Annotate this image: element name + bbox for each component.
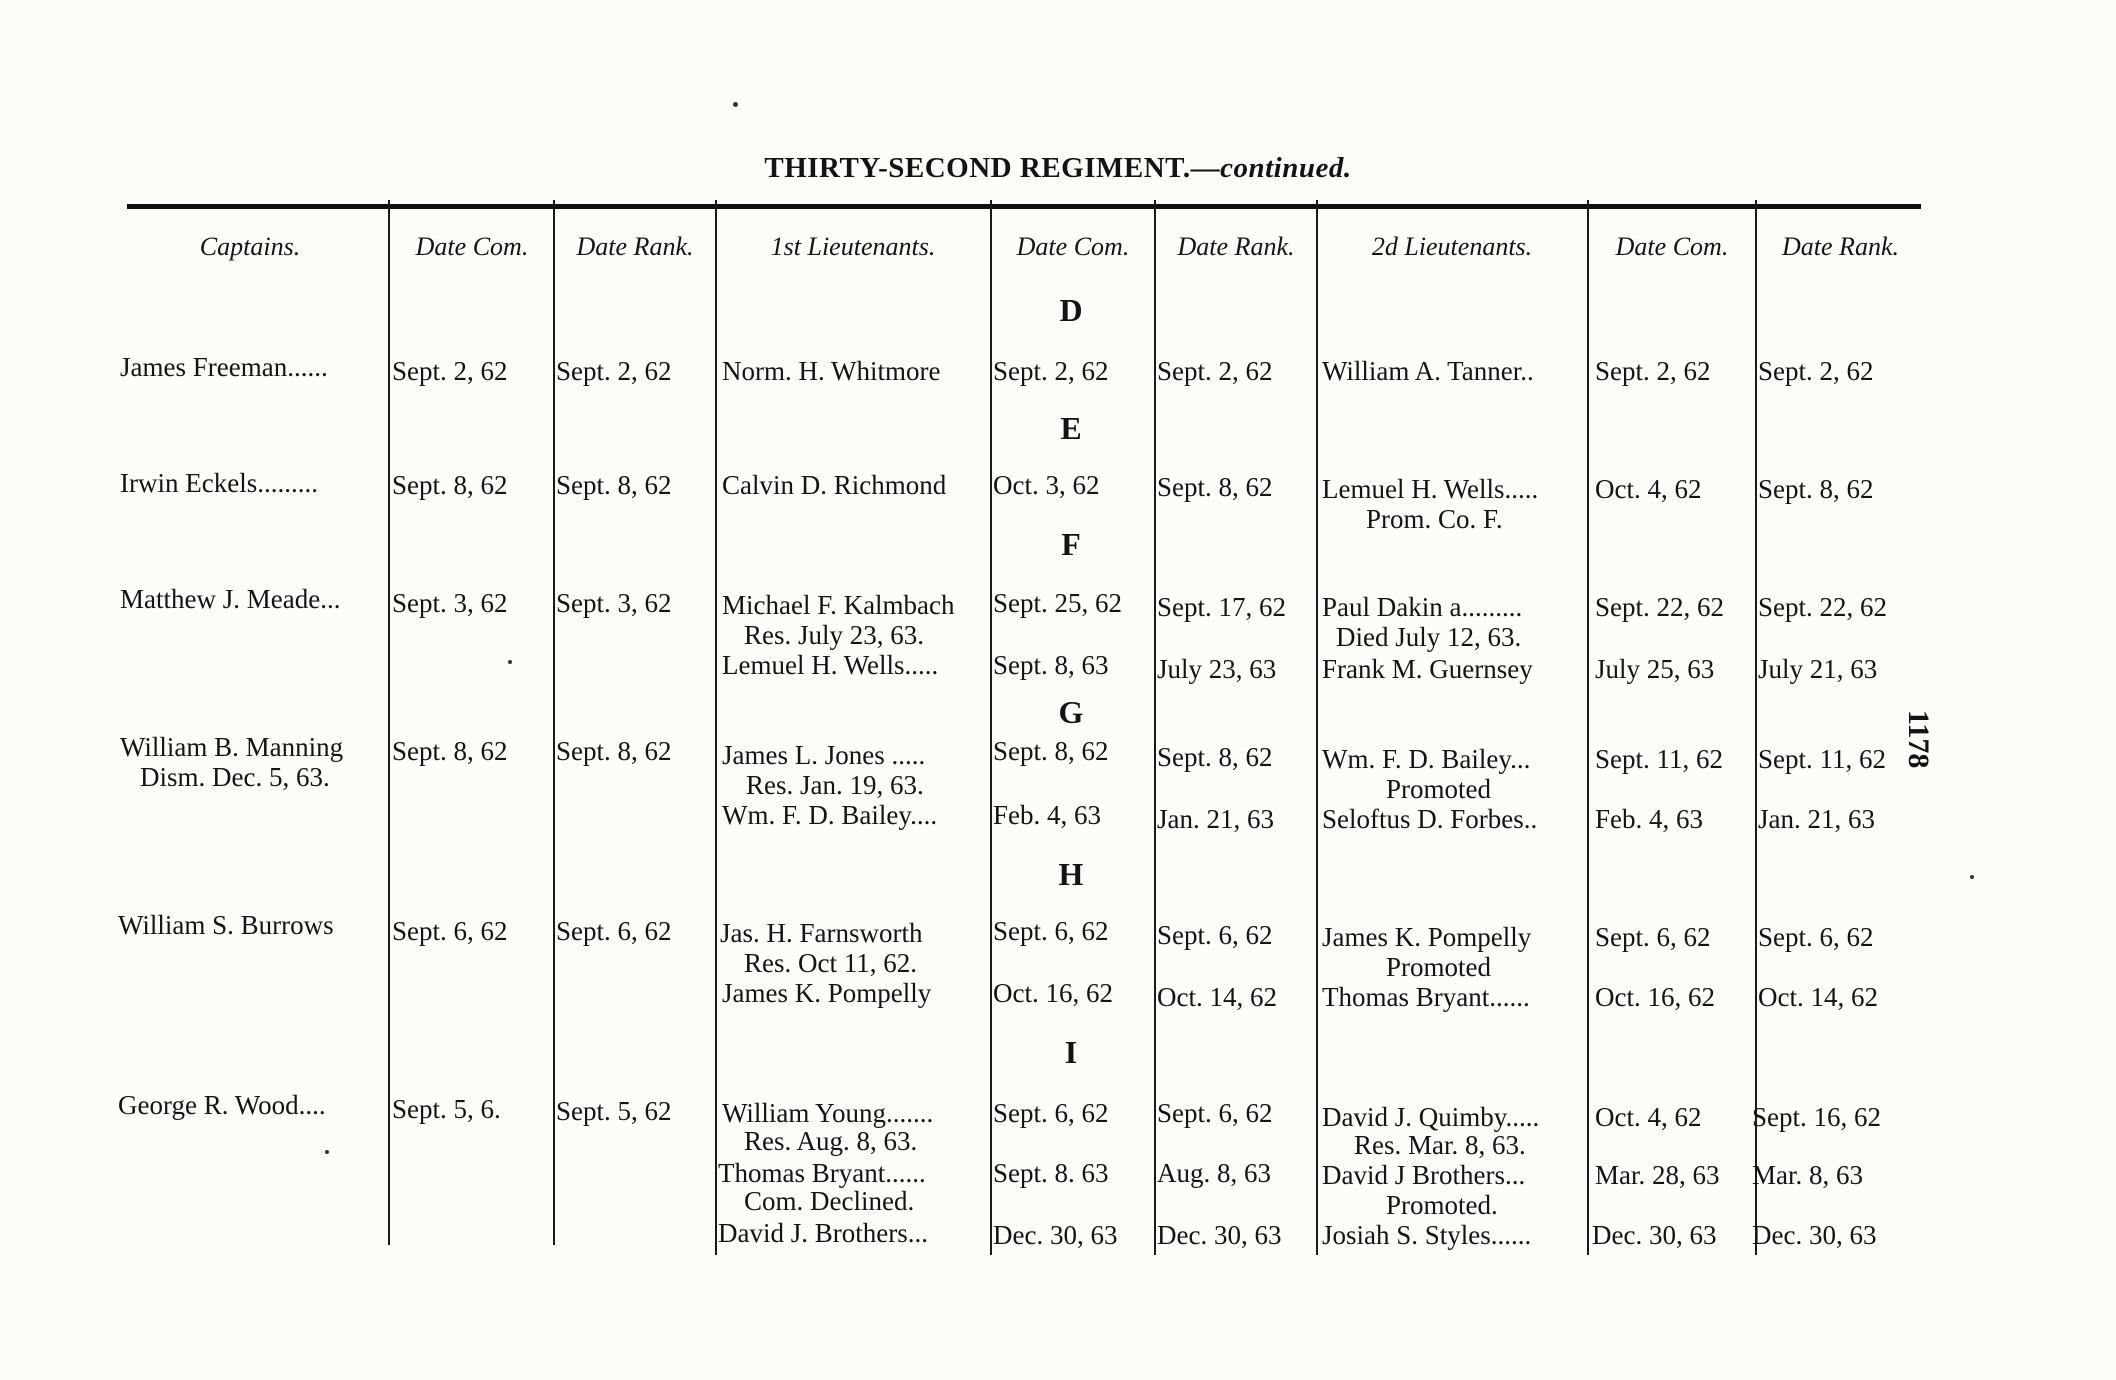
lt2-date-rank: Jan. 21, 63 <box>1758 804 1875 834</box>
header-rule <box>127 204 1921 209</box>
header-capt-date-rank: Date Rank. <box>576 232 694 261</box>
header-captains: Captains. <box>199 232 301 261</box>
lt1-date-rank: Sept. 8, 62 <box>1157 742 1273 772</box>
column-divider <box>1587 200 1589 1255</box>
lt1-name: James K. Pompelly <box>722 978 932 1008</box>
title-main: THIRTY-SECOND REGIMENT.— <box>764 152 1221 184</box>
lt2-date-com: July 25, 63 <box>1595 654 1715 684</box>
captain-name: Matthew J. Meade... <box>120 584 341 614</box>
captain-date-rank: Sept. 2, 62 <box>556 356 672 386</box>
lt2-name: David J. Quimby..... <box>1322 1102 1540 1132</box>
captain-date-com: Sept. 8, 62 <box>392 470 508 500</box>
lt1-date-rank: Jan. 21, 63 <box>1157 804 1274 834</box>
captain-date-com: Sept. 6, 62 <box>392 916 508 946</box>
lt2-date-com: Oct. 4, 62 <box>1595 474 1702 504</box>
lt2-name: Thomas Bryant...... <box>1322 982 1530 1012</box>
lt2-name: Frank M. Guernsey <box>1322 654 1533 684</box>
lt2-name: Wm. F. D. Bailey... <box>1322 744 1531 774</box>
captain-date-rank: Sept. 3, 62 <box>556 588 672 618</box>
header-lt2-date-com: Date Com. <box>1615 232 1729 261</box>
lt2-date-com: Mar. 28, 63 <box>1595 1160 1720 1190</box>
lt1-date-rank: Oct. 14, 62 <box>1157 982 1277 1012</box>
captain-date-rank: Sept. 5, 62 <box>556 1096 672 1126</box>
company-letter: D <box>1059 292 1083 328</box>
header-lt1-date-com: Date Com. <box>1016 232 1130 261</box>
lt1-date-rank: July 23, 63 <box>1157 654 1277 684</box>
lt2-date-rank: Dec. 30, 63 <box>1752 1220 1877 1250</box>
lt2-date-com: Sept. 6, 62 <box>1595 922 1711 952</box>
lt2-name: Paul Dakin a......... <box>1322 592 1523 622</box>
lt1-name: Wm. F. D. Bailey.... <box>722 800 938 830</box>
lt1-name: Michael F. Kalmbach <box>722 590 955 620</box>
captain-date-com: Sept. 3, 62 <box>392 588 508 618</box>
captain-date-com: Sept. 2, 62 <box>392 356 508 386</box>
lt1-date-com: Sept. 8. 63 <box>993 1158 1109 1188</box>
captain-date-com: Sept. 5, 6. <box>392 1094 501 1124</box>
header-1st-lieutenants: 1st Lieutenants. <box>770 232 936 261</box>
header-2d-lieutenants: 2d Lieutenants. <box>1371 232 1533 261</box>
lt2-name: Josiah S. Styles...... <box>1322 1220 1532 1250</box>
company-letter: E <box>1060 410 1082 446</box>
captain-note: Dism. Dec. 5, 63. <box>140 762 330 792</box>
lt1-name: Norm. H. Whitmore <box>722 356 941 386</box>
lt2-date-rank: Sept. 2, 62 <box>1758 356 1874 386</box>
lt2-note: Promoted <box>1386 774 1491 804</box>
company-letter: G <box>1058 694 1084 730</box>
column-divider <box>990 200 992 1255</box>
company-letter: F <box>1061 526 1081 562</box>
lt2-name: William A. Tanner.. <box>1322 356 1534 386</box>
column-divider <box>1154 200 1156 1255</box>
lt1-name: Thomas Bryant...... <box>718 1158 926 1188</box>
lt2-date-rank: Oct. 14, 62 <box>1758 982 1878 1012</box>
lt1-date-com: Sept. 6, 62 <box>993 916 1109 946</box>
lt2-date-rank: Sept. 11, 62 <box>1758 744 1886 774</box>
print-speck <box>325 1150 329 1154</box>
lt1-date-rank: Dec. 30, 63 <box>1157 1220 1282 1250</box>
lt1-name: William Young....... <box>722 1098 934 1128</box>
lt1-date-com: Sept. 8, 62 <box>993 736 1109 766</box>
header-capt-date-com: Date Com. <box>415 232 529 261</box>
lt2-date-rank: Sept. 6, 62 <box>1758 922 1874 952</box>
lt1-date-rank: Sept. 6, 62 <box>1157 920 1273 950</box>
lt1-date-com: Sept. 6, 62 <box>993 1098 1109 1128</box>
lt2-note: Promoted <box>1386 952 1491 982</box>
print-speck <box>1970 875 1974 879</box>
lt1-date-com: Dec. 30, 63 <box>993 1220 1118 1250</box>
lt1-date-com: Oct. 3, 62 <box>993 470 1100 500</box>
lt2-date-rank: Sept. 16, 62 <box>1752 1102 1882 1132</box>
lt1-note: Res. July 23, 63. <box>744 620 925 650</box>
lt1-date-com: Sept. 8, 63 <box>993 650 1109 680</box>
lt2-note: Died July 12, 63. <box>1336 622 1522 652</box>
header-lt2-date-rank: Date Rank. <box>1782 232 1899 261</box>
print-speck <box>733 102 738 107</box>
lt1-name: James L. Jones ..... <box>722 740 926 770</box>
lt1-date-com: Oct. 16, 62 <box>993 978 1113 1008</box>
page-number: 1178 <box>1902 710 1935 769</box>
lt1-note: Res. Aug. 8, 63. <box>744 1126 918 1156</box>
lt1-name: David J. Brothers... <box>718 1218 928 1248</box>
title-continued: continued. <box>1220 152 1352 184</box>
page-title <box>0 152 2116 185</box>
header-lt1-date-rank: Date Rank. <box>1177 232 1295 261</box>
captain-name: James Freeman...... <box>120 352 328 382</box>
lt2-name: David J Brothers... <box>1322 1160 1526 1190</box>
lt2-date-rank: Sept. 22, 62 <box>1758 592 1888 622</box>
lt2-note: Prom. Co. F. <box>1366 504 1503 534</box>
captain-date-com: Sept. 8, 62 <box>392 736 508 766</box>
lt1-date-com: Sept. 25, 62 <box>993 588 1123 618</box>
lt2-date-com: Sept. 22, 62 <box>1595 592 1725 622</box>
print-speck <box>508 660 512 664</box>
column-divider <box>388 200 390 1245</box>
captain-name: Irwin Eckels......... <box>120 468 318 498</box>
column-divider <box>1316 200 1318 1255</box>
column-divider <box>553 200 555 1245</box>
lt1-date-rank: Sept. 6, 62 <box>1157 1098 1273 1128</box>
column-divider <box>1755 200 1757 1255</box>
lt2-name: Lemuel H. Wells..... <box>1322 474 1539 504</box>
lt2-date-com: Oct. 16, 62 <box>1595 982 1715 1012</box>
lt1-note: Res. Oct 11, 62. <box>744 948 917 978</box>
lt2-date-com: Dec. 30, 63 <box>1592 1220 1717 1250</box>
lt2-note: Promoted. <box>1386 1190 1498 1220</box>
lt1-date-com: Sept. 2, 62 <box>993 356 1109 386</box>
captain-date-rank: Sept. 6, 62 <box>556 916 672 946</box>
lt1-date-rank: Sept. 8, 62 <box>1157 472 1273 502</box>
lt2-date-com: Sept. 2, 62 <box>1595 356 1711 386</box>
captain-date-rank: Sept. 8, 62 <box>556 470 672 500</box>
lt1-name: Lemuel H. Wells..... <box>722 650 939 680</box>
lt1-date-rank: Aug. 8, 63 <box>1157 1158 1271 1188</box>
lt1-name: Calvin D. Richmond <box>722 470 947 500</box>
lt2-note: Res. Mar. 8, 63. <box>1354 1130 1526 1160</box>
lt1-note: Res. Jan. 19, 63. <box>746 770 924 800</box>
lt2-date-com: Oct. 4, 62 <box>1595 1102 1702 1132</box>
lt2-date-com: Sept. 11, 62 <box>1595 744 1723 774</box>
column-divider <box>715 200 717 1255</box>
lt2-name: James K. Pompelly <box>1322 922 1532 952</box>
lt1-date-rank: Sept. 17, 62 <box>1157 592 1287 622</box>
company-letter: H <box>1058 856 1084 892</box>
lt1-date-rank: Sept. 2, 62 <box>1157 356 1273 386</box>
captain-name: George R. Wood.... <box>118 1090 326 1120</box>
lt2-date-rank: Sept. 8, 62 <box>1758 474 1874 504</box>
captain-name: William S. Burrows <box>118 910 334 940</box>
lt2-date-com: Feb. 4, 63 <box>1595 804 1703 834</box>
captain-name: William B. Manning <box>120 732 344 762</box>
lt1-name: Jas. H. Farnsworth <box>720 918 923 948</box>
captain-date-rank: Sept. 8, 62 <box>556 736 672 766</box>
company-letter: I <box>1064 1034 1078 1070</box>
lt1-date-com: Feb. 4, 63 <box>993 800 1101 830</box>
lt2-name: Seloftus D. Forbes.. <box>1322 804 1538 834</box>
lt1-note: Com. Declined. <box>744 1186 915 1216</box>
lt2-date-rank: July 21, 63 <box>1758 654 1878 684</box>
lt2-date-rank: Mar. 8, 63 <box>1752 1160 1863 1190</box>
